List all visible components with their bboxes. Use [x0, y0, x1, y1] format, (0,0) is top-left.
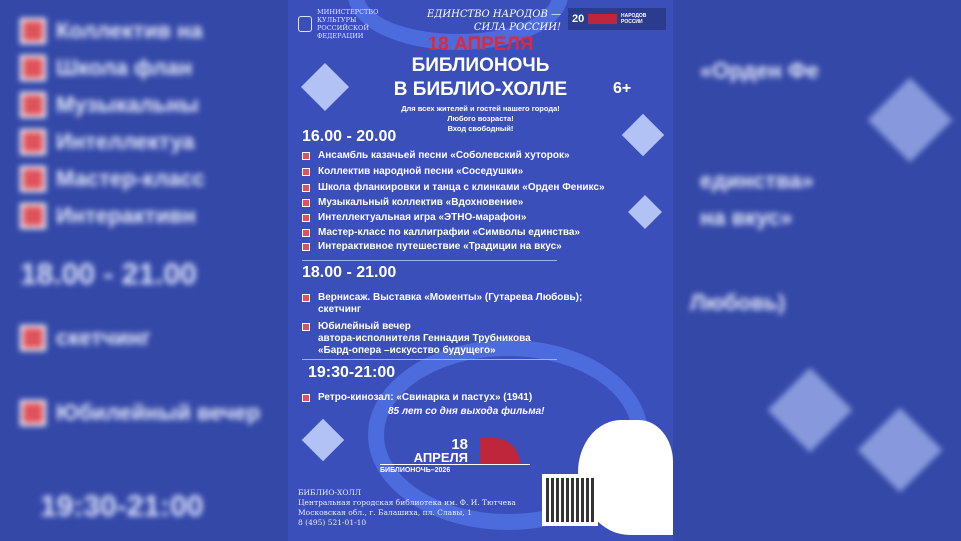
ornament [628, 195, 662, 229]
section-time: 19:30-21:00 [308, 364, 396, 381]
bg-text: единства» [700, 168, 814, 193]
film-note: 85 лет со дня выхода фильма! [388, 406, 545, 417]
bullet-icon [302, 394, 310, 402]
bg-text: Юбилейный вечер [56, 400, 261, 425]
ornament [768, 368, 853, 453]
slogan: ЕДИНСТВО НАРОДОВ — СИЛА РОССИИ! [427, 9, 561, 33]
fan-icon [480, 438, 520, 464]
bg-text: Мастер-класс [56, 166, 205, 191]
bg-text: скетчинг [56, 325, 151, 350]
ornament [302, 419, 344, 461]
list-item: Ансамбль казачьей песни «Соболевский хуторок» [302, 150, 570, 162]
divider [302, 359, 557, 360]
event-date: 18 АПРЕЛЯ [427, 34, 534, 55]
bullet-icon [302, 323, 310, 331]
bullet-icon [302, 199, 310, 207]
bg-text: 18.00 - 21.00 [20, 258, 197, 291]
biblionoch-logo: 18 АПРЕЛЯ БИБЛИОНОЧЬ–2026 [380, 436, 530, 476]
bg-text: Интерактивн [56, 203, 196, 228]
bg-text: Школа флан [56, 55, 193, 80]
bullet-icon [302, 243, 310, 251]
year-of-peoples-logo: 20 НАРОДОВ РОССИИ [568, 8, 666, 30]
bullet-icon [302, 184, 310, 192]
list-item: Музыкальный коллектив «Вдохновение» [302, 197, 523, 209]
list-item: Школа фланкировки и танца с клинками «Орден Феникс» [302, 182, 605, 194]
divider [302, 260, 557, 261]
poster [288, 0, 673, 541]
ornament [868, 78, 953, 163]
ministry-logo: МИНИСТЕРСТВО КУЛЬТУРЫ РОССИЙСКОЙ ФЕДЕРАЦИИ [298, 8, 407, 40]
bg-text: Интеллектуа [56, 129, 195, 154]
bg-text: Коллектив на [56, 18, 203, 43]
list-item: Интерактивное путешествие «Традиции на вкус» [302, 241, 562, 253]
qr-code-icon [546, 478, 594, 522]
list-item: Юбилейный вечер автора-исполнителя Геннадия Трубникова «Бард-опера –искусство будущего» [302, 321, 531, 357]
list-item: Ретро-кинозал: «Свинарка и пастух» (1941) [302, 392, 532, 404]
bullet-icon [302, 229, 310, 237]
bullet-icon [302, 294, 310, 302]
list-item: Коллектив народной песни «Соседушки» [302, 166, 523, 178]
section-time: 16.00 - 20.00 [302, 128, 397, 145]
ornament [858, 408, 943, 493]
age-rating: 6+ [613, 80, 632, 97]
section-time: 18.00 - 21.00 [302, 264, 397, 281]
bg-text: Музыкальны [56, 92, 199, 117]
bullet-icon [302, 152, 310, 160]
bg-text: «Орден Фе [700, 58, 819, 83]
address-block: БИБЛИО-ХОЛЛ Центральная городская библиотека им. Ф. И. Тютчева Московская обл., г. Балашиха, пл. Славы, 1 8 (495) 521-01-10 [298, 488, 516, 527]
vk-qr-code[interactable] [542, 474, 598, 526]
bg-text: 19:30-21:00 [40, 490, 204, 523]
bg-text: Любовь) [690, 290, 786, 315]
list-item: Интеллектуальная игра «ЭТНО-марафон» [302, 212, 526, 224]
bullet-icon [302, 214, 310, 222]
list-item: Мастер-класс по каллиграфии «Символы единства» [302, 227, 580, 239]
event-title: БИБЛИОНОЧЬ В БИБЛИО-ХОЛЛЕ [393, 55, 568, 100]
bg-text: на вкус» [700, 205, 793, 230]
event-subtitle: Для всех жителей и гостей нашего города! Любого возраста! Вход свободный! [401, 104, 560, 133]
bullet-icon [302, 168, 310, 176]
emblem-icon [298, 16, 312, 32]
list-item: Вернисаж. Выставка «Моменты» (Гутарева Любовь); скетчинг [302, 292, 582, 316]
